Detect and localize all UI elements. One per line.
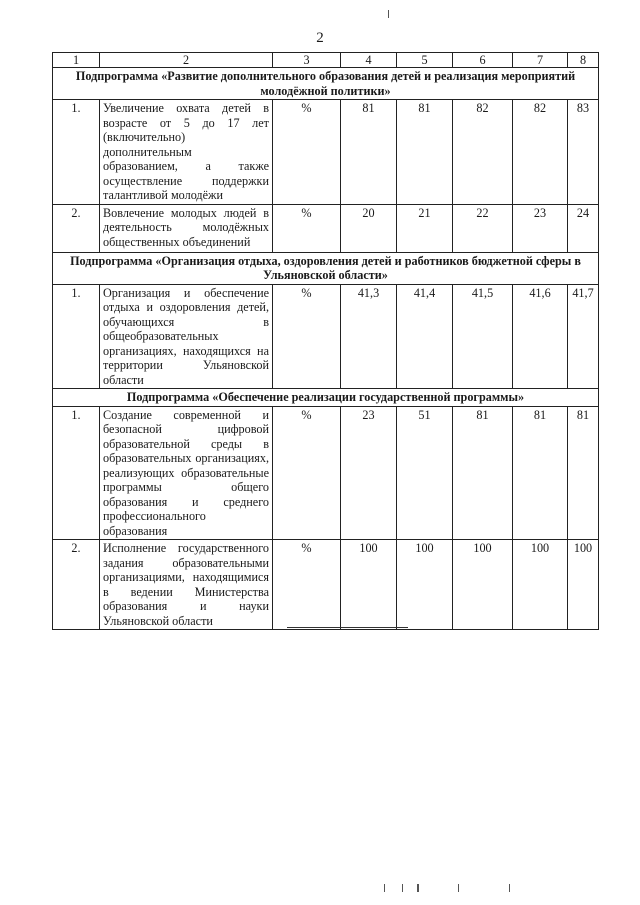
value-cell: 81	[341, 100, 397, 205]
value-cell: 22	[453, 204, 513, 252]
value-cell: 41,7	[568, 284, 599, 389]
section-title: Подпрограмма «Организация отдыха, оздоровления детей и работников бюджетной сферы в Ульяновской области»	[53, 252, 599, 284]
table-row	[53, 204, 599, 252]
column-number: 7	[513, 53, 568, 68]
value-cell: 100	[397, 540, 453, 630]
section-header-row	[53, 389, 599, 407]
scan-mark	[417, 884, 419, 892]
row-number: 1.	[53, 100, 100, 205]
indicator-name: Исполнение государственного задания образовательными организациями, находящимися в ведении Министерства образования и науки Ульяновской области	[100, 540, 273, 630]
value-cell: 41,6	[513, 284, 568, 389]
value-cell: 20	[341, 204, 397, 252]
indicator-name: Организация и обеспечение отдыха и оздоровления детей, обучающихся в общеобразовательных организациях, находящихся на территории Ульяновской области	[100, 284, 273, 389]
value-cell: 100	[453, 540, 513, 630]
value-cell: 51	[397, 406, 453, 540]
row-number: 1.	[53, 284, 100, 389]
value-cell: 81	[568, 406, 599, 540]
value-cell: 100	[568, 540, 599, 630]
value-cell: 81	[453, 406, 513, 540]
table-row	[53, 406, 599, 540]
scan-mark	[509, 884, 510, 892]
column-number: 8	[568, 53, 599, 68]
value-cell: 83	[568, 100, 599, 205]
column-number: 1	[53, 53, 100, 68]
scan-mark	[388, 10, 389, 18]
column-number: 4	[341, 53, 397, 68]
section-header-row	[53, 68, 599, 100]
section-title: Подпрограмма «Развитие дополнительного образования детей и реализация мероприятий молодёжной политики»	[53, 68, 599, 100]
indicators-table	[52, 52, 599, 630]
value-cell: 23	[341, 406, 397, 540]
column-number: 5	[397, 53, 453, 68]
section-title: Подпрограмма «Обеспечение реализации государственной программы»	[53, 389, 599, 407]
value-cell: 82	[513, 100, 568, 205]
table-row	[53, 540, 599, 630]
scan-mark	[384, 884, 385, 892]
scan-mark	[458, 884, 459, 892]
row-number: 2.	[53, 540, 100, 630]
value-cell: 41,4	[397, 284, 453, 389]
row-number: 2.	[53, 204, 100, 252]
value-cell: 23	[513, 204, 568, 252]
value-cell: 81	[397, 100, 453, 205]
unit-cell: %	[273, 100, 341, 205]
value-cell: 100	[513, 540, 568, 630]
value-cell: 82	[453, 100, 513, 205]
column-number: 6	[453, 53, 513, 68]
unit-cell: %	[273, 540, 341, 630]
section-header-row	[53, 252, 599, 284]
value-cell: 24	[568, 204, 599, 252]
column-number: 2	[100, 53, 273, 68]
value-cell: 41,5	[453, 284, 513, 389]
value-cell: 41,3	[341, 284, 397, 389]
indicator-name: Вовлечение молодых людей в деятельность молодёжных общественных объединений	[100, 204, 273, 252]
row-number: 1.	[53, 406, 100, 540]
value-cell: 21	[397, 204, 453, 252]
table-row	[53, 284, 599, 389]
closing-rule	[287, 627, 408, 628]
column-number-row	[53, 53, 599, 68]
table-row	[53, 100, 599, 205]
indicator-name: Создание современной и безопасной цифровой образовательной среды в образовательных организациях, реализующих образовательные программы общего образования и среднего профессионального образования	[100, 406, 273, 540]
unit-cell: %	[273, 284, 341, 389]
value-cell: 81	[513, 406, 568, 540]
scan-mark	[402, 884, 403, 892]
value-cell: 100	[341, 540, 397, 630]
unit-cell: %	[273, 204, 341, 252]
indicator-name: Увеличение охвата детей в возрасте от 5 до 17 лет (включительно) дополнительным образованием, а также осуществление поддержки талантливой молодёжи	[100, 100, 273, 205]
column-number: 3	[273, 53, 341, 68]
page-number: 2	[316, 30, 324, 46]
unit-cell: %	[273, 406, 341, 540]
